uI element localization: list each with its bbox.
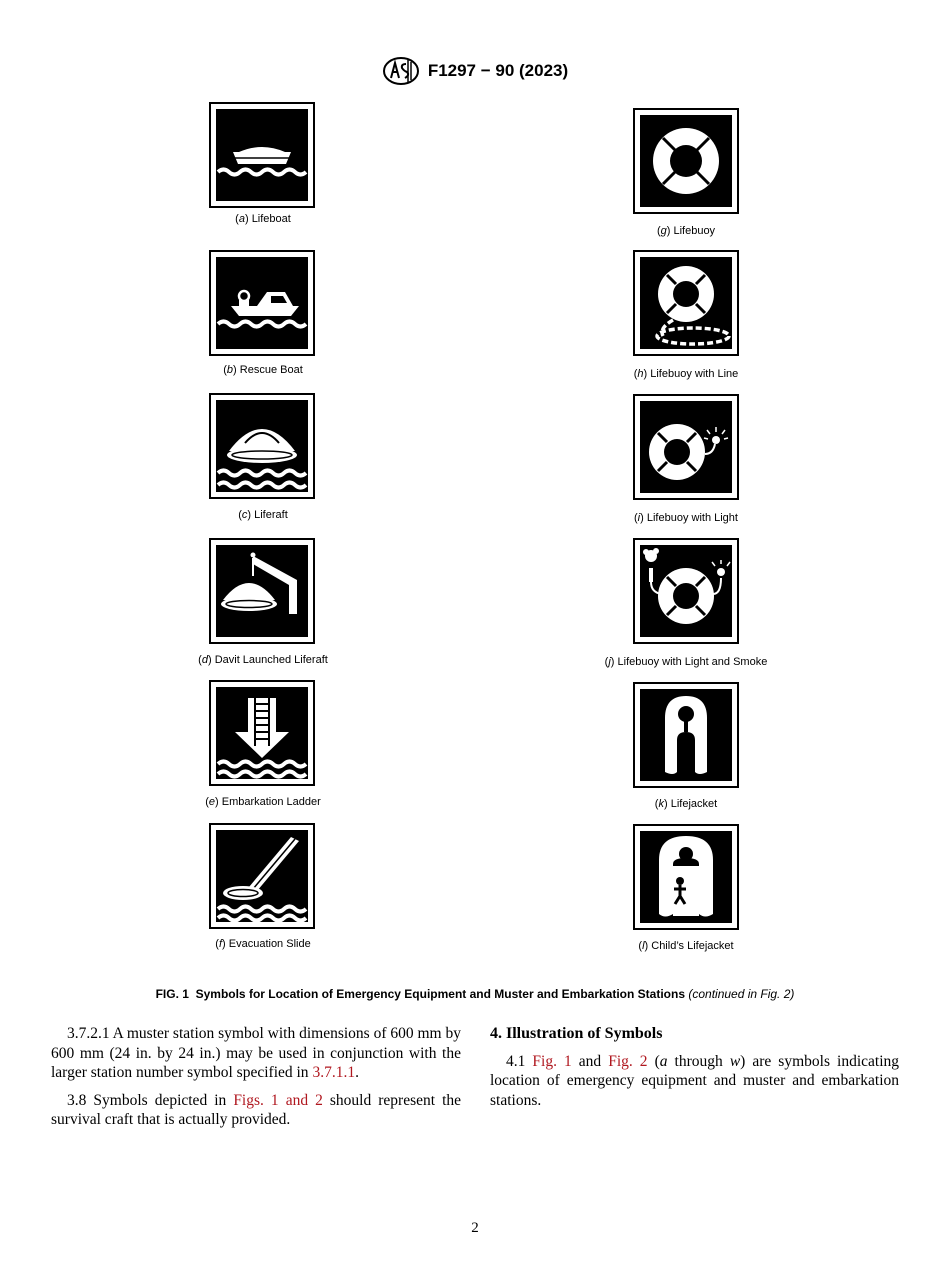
astm-logo-icon [382, 56, 420, 86]
paragraph-4-1: 4.1 Fig. 1 and Fig. 2 (a through w) are symbols indicating location of emergency equipment and muster and embarkation stations. [490, 1052, 900, 1109]
link-3-7-1-1[interactable]: 3.7.1.1 [312, 1064, 356, 1081]
lifebuoy-with-light-and-smoke-symbol [633, 538, 739, 644]
lifebuoy-with-light-symbol [633, 394, 739, 500]
page-number: 2 [471, 1220, 479, 1236]
davit-launched-liferaft-symbol [209, 538, 315, 644]
figure-caption: FIG. 1 Symbols for Location of Emergency Equipment and Muster and Embarkation Stations (continued in Fig. 2) [155, 987, 795, 1001]
caption-j: (j) Lifebuoy with Light and Smoke [604, 656, 768, 668]
rescue-boat-symbol [209, 250, 315, 356]
caption-a: (a) Lifeboat [235, 213, 291, 225]
lifebuoy-line-icon [633, 250, 739, 356]
lifebuoy-symbol [633, 108, 739, 214]
liferaft-symbol [209, 393, 315, 499]
page-header [0, 56, 950, 86]
rescue-boat-icon [209, 250, 315, 356]
link-fig-1[interactable]: Fig. 1 [532, 1052, 572, 1070]
embarkation-ladder-symbol [209, 680, 315, 786]
caption-f: (f) Evacuation Slide [215, 938, 311, 950]
caption-c: (c) Liferaft [238, 509, 288, 521]
caption-k: (k) Lifejacket [654, 798, 718, 810]
caption-d: (d) Davit Launched Liferaft [198, 654, 328, 666]
caption-h: (h) Lifebuoy with Line [633, 368, 739, 380]
davit-liferaft-icon [209, 538, 315, 644]
liferaft-icon [209, 393, 315, 499]
caption-e: (e) Embarkation Ladder [205, 796, 321, 808]
childs-lifejacket-icon [633, 824, 739, 930]
document-id: F1297 − 90 (2023) [427, 61, 569, 80]
caption-i: (i) Lifebuoy with Light [634, 512, 738, 524]
lifebuoy-with-line-symbol [633, 250, 739, 356]
lifeboat-symbol [209, 102, 315, 208]
lifejacket-symbol [633, 682, 739, 788]
lifejacket-icon [633, 682, 739, 788]
lifebuoy-light-icon [633, 394, 739, 500]
evacuation-slide-symbol [209, 823, 315, 929]
childs-lifejacket-symbol [633, 824, 739, 930]
paragraph-3-7-2-1: 3.7.2.1 A muster station symbol with dimensions of 600 mm by 600 mm (24 in. by 24 in.) may be used in conjunction with the larger station number symbol specified in 3.7.1.1. [51, 1025, 461, 1081]
lifebuoy-icon [633, 108, 739, 214]
lifebuoy-light-smoke-icon [633, 538, 739, 644]
caption-l: (l) Child’s Lifejacket [638, 940, 734, 952]
lifeboat-icon [209, 102, 315, 208]
link-figs-1-and-2[interactable]: Figs. 1 and 2 [233, 1091, 323, 1109]
link-fig-2[interactable]: Fig. 2 [608, 1052, 648, 1070]
right-text-column [490, 1024, 899, 1118]
evacuation-slide-icon [209, 823, 315, 929]
embarkation-ladder-icon [209, 680, 315, 786]
left-text-column [51, 1024, 461, 1138]
caption-b: (b) Rescue Boat [223, 364, 303, 376]
paragraph-3-8: 3.8 Symbols depicted in Figs. 1 and 2 should represent the survival craft that is actually provided. [51, 1091, 462, 1128]
section-title: 4. Illustration of Symbols [490, 1025, 663, 1042]
caption-g: (g) Lifebuoy [656, 225, 716, 237]
